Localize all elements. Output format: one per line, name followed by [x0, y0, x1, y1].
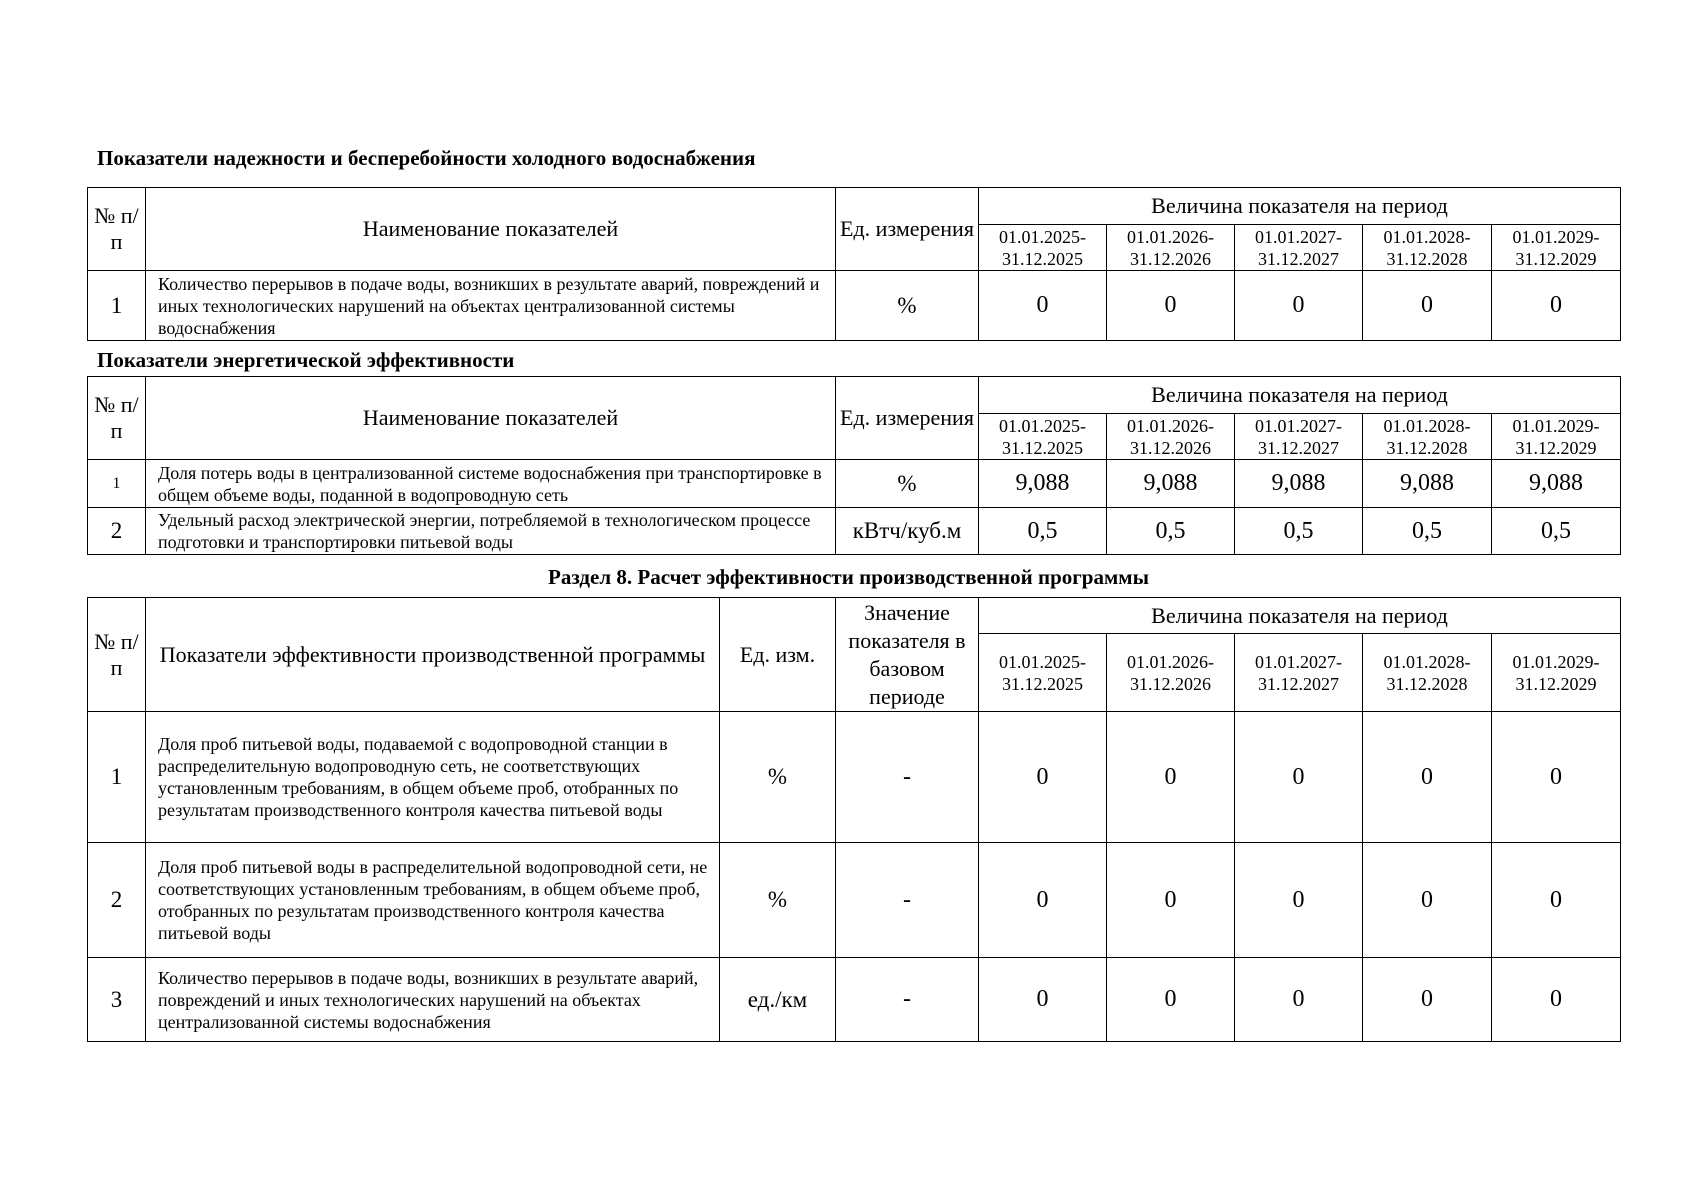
period-value: 9,088 — [979, 460, 1107, 508]
header-period: 01.01.2029-31.12.2029 — [1492, 414, 1621, 460]
header-period: 01.01.2027-31.12.2027 — [1235, 634, 1363, 712]
period-value: 0 — [1235, 843, 1363, 958]
period-value: 0 — [1492, 843, 1621, 958]
header-period: 01.01.2026-31.12.2026 — [1107, 225, 1235, 271]
period-value: 0 — [1363, 712, 1492, 843]
period-value: 9,088 — [1363, 460, 1492, 508]
header-period: 01.01.2029-31.12.2029 — [1492, 225, 1621, 271]
indicator-unit: % — [836, 460, 979, 508]
period-value: 0 — [1492, 271, 1621, 341]
period-value: 0,5 — [1107, 508, 1235, 555]
section-heading-reliability: Показатели надежности и бесперебойности холодного водоснабжения — [97, 146, 756, 170]
indicator-name: Доля проб питьевой воды в распределительной водопроводной сети, не соответствующих установленным требованиям, в общем объеме проб, отобранных по результатам производственного контроля качества питьевой воды — [146, 843, 720, 958]
header-num: № п/п — [88, 377, 146, 460]
base-value: - — [836, 843, 979, 958]
indicator-name: Количество перерывов в подаче воды, возникших в результате аварий, повреждений и иных технологических нарушений на объектах централизованной системы водоснабжения — [146, 958, 720, 1042]
period-value: 0 — [1492, 958, 1621, 1042]
header-unit: Ед. измерения — [836, 188, 979, 271]
indicator-name: Доля проб питьевой воды, подаваемой с водопроводной станции в распределительную водопроводную сеть, не соответствующих установленным требованиям, в общем объеме проб, отобранных по результатам производственного контроля качества питьевой воды — [146, 712, 720, 843]
header-period-group: Величина показателя на период — [979, 188, 1621, 225]
period-value: 9,088 — [1107, 460, 1235, 508]
period-value: 9,088 — [1492, 460, 1621, 508]
period-value: 0,5 — [979, 508, 1107, 555]
indicator-unit: % — [720, 843, 836, 958]
base-value: - — [836, 712, 979, 843]
indicator-unit: кВтч/куб.м — [836, 508, 979, 555]
period-value: 9,088 — [1235, 460, 1363, 508]
section-heading-program-efficiency: Раздел 8. Расчет эффективности производственной программы — [548, 565, 1149, 589]
row-number: 1 — [88, 712, 146, 843]
row-number: 3 — [88, 958, 146, 1042]
period-value: 0 — [979, 843, 1107, 958]
header-name: Наименование показателей — [146, 188, 836, 271]
header-name: Показатели эффективности производственной программы — [146, 598, 720, 712]
table-row — [88, 460, 1621, 508]
period-value: 0 — [1492, 712, 1621, 843]
indicator-name: Количество перерывов в подаче воды, возникших в результате аварий, повреждений и иных технологических нарушений на объектах централизованной системы водоснабжения — [146, 271, 836, 341]
period-value: 0 — [1235, 712, 1363, 843]
header-unit: Ед. изм. — [720, 598, 836, 712]
row-number: 1 — [88, 460, 146, 508]
header-period: 01.01.2026-31.12.2026 — [1107, 414, 1235, 460]
header-period: 01.01.2029-31.12.2029 — [1492, 634, 1621, 712]
period-value: 0 — [1363, 843, 1492, 958]
table-row — [88, 271, 1621, 341]
indicator-unit: % — [836, 271, 979, 341]
indicator-unit: ед./км — [720, 958, 836, 1042]
header-num: № п/п — [88, 598, 146, 712]
header-period: 01.01.2028-31.12.2028 — [1363, 634, 1492, 712]
header-period: 01.01.2028-31.12.2028 — [1363, 225, 1492, 271]
row-number: 2 — [88, 843, 146, 958]
header-period-group: Величина показателя на период — [979, 377, 1621, 414]
period-value: 0 — [979, 271, 1107, 341]
header-base-value: Значение показателя в базовом периоде — [836, 598, 979, 712]
period-value: 0 — [979, 958, 1107, 1042]
period-value: 0,5 — [1492, 508, 1621, 555]
table-row — [88, 843, 1621, 958]
period-value: 0 — [1235, 271, 1363, 341]
header-period: 01.01.2025-31.12.2025 — [979, 634, 1107, 712]
period-value: 0 — [1235, 958, 1363, 1042]
header-unit: Ед. измерения — [836, 377, 979, 460]
period-value: 0 — [1107, 712, 1235, 843]
row-number: 1 — [88, 271, 146, 341]
period-value: 0 — [979, 712, 1107, 843]
table-row — [88, 712, 1621, 843]
period-value: 0 — [1107, 843, 1235, 958]
program-efficiency-table — [87, 597, 1621, 1042]
energy-efficiency-table — [87, 376, 1621, 555]
period-value: 0 — [1107, 958, 1235, 1042]
row-number: 2 — [88, 508, 146, 555]
header-period: 01.01.2028-31.12.2028 — [1363, 414, 1492, 460]
period-value: 0,5 — [1363, 508, 1492, 555]
indicator-name: Доля потерь воды в централизованной системе водоснабжения при транспортировке в общем объеме воды, поданной в водопроводную сеть — [146, 460, 836, 508]
table-row — [88, 508, 1621, 555]
period-value: 0 — [1363, 958, 1492, 1042]
section-heading-energy: Показатели энергетической эффективности — [97, 348, 515, 372]
header-period: 01.01.2026-31.12.2026 — [1107, 634, 1235, 712]
reliability-table — [87, 187, 1621, 341]
header-name: Наименование показателей — [146, 377, 836, 460]
header-period: 01.01.2025-31.12.2025 — [979, 414, 1107, 460]
header-period: 01.01.2025-31.12.2025 — [979, 225, 1107, 271]
period-value: 0 — [1107, 271, 1235, 341]
header-period: 01.01.2027-31.12.2027 — [1235, 414, 1363, 460]
base-value: - — [836, 958, 979, 1042]
period-value: 0 — [1363, 271, 1492, 341]
table-row — [88, 958, 1621, 1042]
header-period-group: Величина показателя на период — [979, 598, 1621, 634]
header-period: 01.01.2027-31.12.2027 — [1235, 225, 1363, 271]
header-num: № п/п — [88, 188, 146, 271]
indicator-name: Удельный расход электрической энергии, потребляемой в технологическом процессе подготовки и транспортировки питьевой воды — [146, 508, 836, 555]
indicator-unit: % — [720, 712, 836, 843]
period-value: 0,5 — [1235, 508, 1363, 555]
